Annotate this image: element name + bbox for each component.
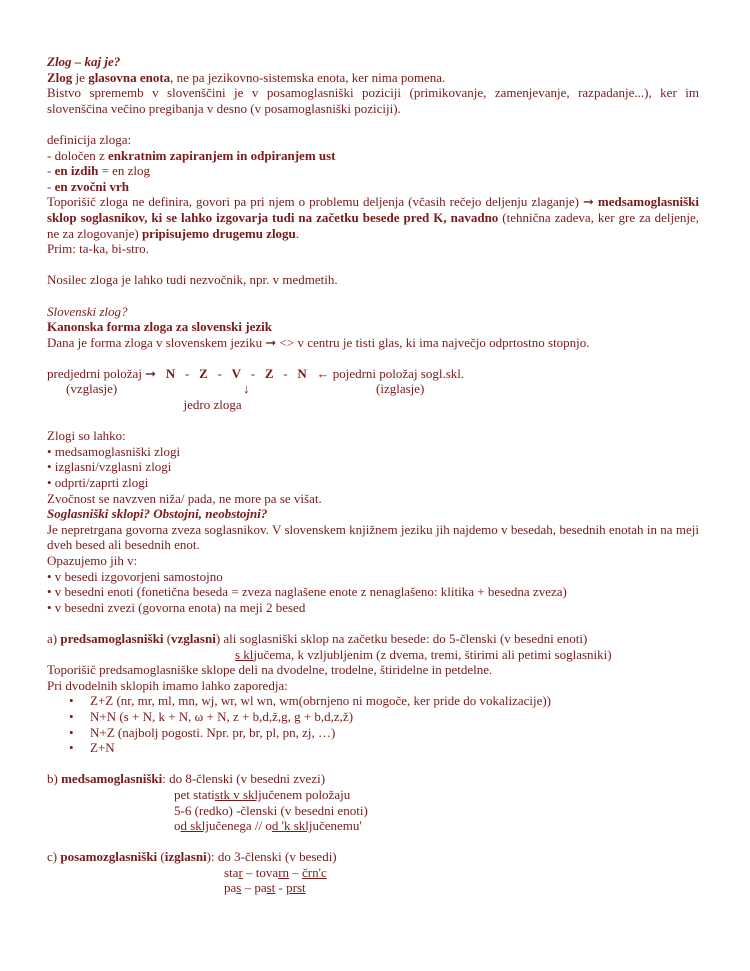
text-run: izglasni [164, 849, 207, 865]
text-run: medsamoglasniški [61, 771, 163, 787]
text-run: Zlog [47, 69, 73, 85]
text-run: – [289, 864, 303, 880]
text-run: Pri dvodelnih sklopih imamo lahko zaporedja: [47, 677, 288, 693]
syllable-diagram-labels [47, 381, 699, 397]
text-run: enkratnim zapiranjem in odpiranjem ust [108, 147, 336, 163]
text-run: pripisujemo drugemu zlogu [141, 225, 296, 241]
text-run: predjedrni položaj ➞ [47, 365, 166, 381]
onset-label: (vzglasje) [66, 381, 118, 397]
text-run: medsamoglasniški sklop soglasnikov, ki se lahko izgovarja tudi na začetku besede pred K, navadno [47, 194, 699, 225]
text-line [47, 647, 699, 663]
text-run: 5-6 (redko) -členski (v besedni enoti) [174, 802, 368, 818]
text-run: Dana je forma zloga v slovenskem jeziku ➞ <> v centru je tisti glas, ki ima največjo odprtostno stopnjo. [47, 334, 590, 350]
text-line [47, 54, 699, 70]
text-run: o [174, 818, 181, 834]
text-run: V [231, 365, 241, 381]
text-run: en zvočni vrh [54, 178, 129, 194]
text-run: Z [264, 365, 274, 381]
text-run: učenem položaju [261, 786, 351, 802]
text-line [47, 818, 699, 834]
text-run: Zlogi so lahko: [47, 428, 126, 444]
text-run: učenega // o [209, 818, 272, 834]
text-line [47, 397, 699, 413]
text-line [47, 584, 699, 600]
text-line [47, 179, 699, 195]
text-run: ): do 3-členski (v besedi) [206, 849, 337, 865]
text-run: učema, k vzljubljenim (z dvema, tremi, štirimi ali petimi soglasniki) [257, 646, 612, 662]
text-line [47, 163, 699, 179]
text-line [47, 319, 699, 335]
text-line [47, 132, 699, 148]
blank-line [47, 615, 699, 631]
text-run: posamozglasniški [60, 849, 158, 865]
text-line [47, 491, 699, 507]
text-run: Soglasniški sklopi? Obstojni, neobstojni? [47, 506, 268, 522]
text-run: Nosilec zloga je lahko tudi nezvočnik, npr. v medmetih. [47, 272, 338, 288]
text-run: • medsamoglasniški zlogi [47, 443, 181, 459]
list-item [47, 693, 699, 709]
text-run: • v besedni zvezi (govorna enota) na meji 2 besed [47, 599, 306, 615]
text-run: a) [47, 630, 61, 646]
text-run: pet stati [174, 786, 215, 802]
paragraph [47, 194, 699, 241]
blank-line [47, 834, 699, 850]
text-line [47, 459, 699, 475]
text-run: Kanonska forma zloga za slovenski jezik [47, 319, 272, 335]
text-run: – pa [241, 880, 267, 896]
text-run: - [47, 163, 55, 179]
blank-line [47, 350, 699, 366]
list-item [47, 709, 699, 725]
text-run: Bistvo sprememb v slovenščini je v posamoglasniški poziciji (primikovanje, zamenjevanje, razpadanje...), ker im slovenščina večino pregibanja v desno (v posamoglasniški poziciji). [47, 85, 699, 116]
text-run: d 'k sklj [271, 818, 313, 834]
text-line [47, 880, 699, 896]
text-run: N+Z (najbolj pogosti. Npr. pr, br, pl, pn, zj, …) [90, 724, 336, 740]
text-run: • v besedni enoti (fonetična beseda = zveza naglašene enote z nenaglašeno: klitika + besedna zveza) [47, 584, 567, 600]
blank-line [47, 413, 699, 429]
nucleus-arrow-icon: ↓ [243, 381, 250, 397]
text-run: stk v sklj [214, 786, 262, 802]
text-run: st [266, 880, 276, 896]
blank-line [47, 116, 699, 132]
text-run: jedro zloga [47, 397, 242, 413]
text-run: s [236, 880, 242, 896]
text-run: - določen z [47, 147, 109, 163]
text-run: (tehnična zadeva, ker gre za deljenje, ne za zlogovanje) [47, 209, 699, 241]
text-line [47, 335, 699, 351]
text-run: • izglasni/vzglasni zlogi [47, 459, 172, 475]
text-run: N [165, 365, 176, 381]
text-run: Toporišič predsamoglasniške sklope deli na dvodelne, trodelne, štiridelne in petdelne. [47, 662, 493, 678]
text-run: N+N (s + N, k + N, ω + N, z + b,d,ž,g, g + b,d,z,ž) [90, 708, 354, 724]
text-run: je [72, 69, 89, 85]
text-line [47, 771, 699, 787]
text-run: - [240, 365, 265, 381]
text-run: Opazujemo jih v: [47, 553, 138, 568]
text-line [47, 70, 699, 86]
text-line [47, 475, 699, 491]
text-run: - [275, 880, 287, 896]
text-run: definicija zloga: [47, 131, 132, 147]
text-line [47, 444, 699, 460]
blank-line [47, 756, 699, 772]
text-run: c) [47, 849, 61, 865]
text-run: ( [157, 849, 165, 865]
list-item [47, 725, 699, 741]
text-run: Z+N [90, 740, 115, 756]
text-run: • odprti/zaprti zlogi [47, 475, 149, 491]
text-line [47, 865, 699, 881]
text-line [47, 428, 699, 444]
text-run: vzglasni [171, 630, 216, 646]
text-run: Prim: ta-ka, bi-stro. [47, 241, 149, 257]
text-run: : do 8-členski (v besedni zvezi) [162, 771, 326, 787]
text-run: . [295, 225, 300, 241]
text-run: Slovenski zlog? [47, 303, 128, 319]
text-run: črn'c [302, 864, 327, 880]
text-line [47, 272, 699, 288]
text-line [47, 506, 699, 522]
text-run: - [47, 178, 55, 194]
coda-label: (izglasje) [376, 381, 425, 397]
text-run: Je nepretrgana govorna zveza soglasnikov. V slovenskem knjižnem jeziku jih najdemo v besedah, besednih enotah in na meji dveh besed ali besednih enot. [47, 521, 699, 553]
text-run: učenemu' [312, 818, 362, 834]
text-run: d sklj [180, 818, 210, 834]
text-run: Zlog – kaj je? [47, 54, 121, 69]
text-run: , ne pa jezikovno-sistemska enota, ker nima pomena. [170, 69, 446, 85]
text-run: Zvočnost se navzven niža/ pada, ne more pa se višat. [47, 490, 322, 506]
blank-line [47, 257, 699, 273]
text-line [47, 600, 699, 616]
text-run: rn [278, 864, 290, 880]
text-line [47, 553, 699, 569]
text-run: - [207, 365, 232, 381]
text-run: – tova [242, 864, 279, 880]
text-run: Toporišič zloga ne definira, govori pa pri njem o problemu deljenja (včasih rečejo deljenju zlaganje) ➞ [47, 194, 598, 210]
text-run: glasovna enota [88, 69, 171, 85]
text-line [47, 366, 699, 382]
text-line [47, 678, 699, 694]
paragraph [47, 85, 699, 116]
text-run: = en zlog [98, 163, 151, 179]
text-run: - [273, 365, 298, 381]
text-line [47, 803, 699, 819]
text-run: en izdih [54, 163, 99, 179]
text-run: - [175, 365, 200, 381]
text-run: prst [286, 880, 306, 896]
text-run: ) ali soglasniški sklop na začetku besede: do 5-členski (v besedni enoti) [215, 630, 588, 646]
text-run: r [238, 864, 243, 880]
text-line [47, 304, 699, 320]
text-run: Z+Z (nr, mr, ml, mn, wj, wr, wl wn, wm(obrnjeno ni mogoče, ker pride do vokalizacije)) [90, 693, 552, 709]
text-line [47, 662, 699, 678]
blank-line [47, 288, 699, 304]
paragraph [47, 522, 699, 553]
text-run: b) [47, 771, 62, 787]
text-line [47, 849, 699, 865]
text-line [47, 569, 699, 585]
text-line [47, 148, 699, 164]
text-run: predsamoglasniški [60, 630, 164, 646]
text-run: Z [199, 365, 208, 381]
list-item [47, 740, 699, 756]
text-line [47, 631, 699, 647]
text-run: N [297, 365, 307, 381]
text-run: sta [224, 864, 239, 880]
text-run: ← pojedrni položaj sogl.skl. [306, 365, 465, 381]
text-line [47, 241, 699, 257]
text-run: pa [224, 880, 237, 896]
text-run: • v besedi izgovorjeni samostojno [47, 568, 223, 584]
text-run: s klj [235, 646, 258, 662]
document-page [47, 54, 699, 896]
text-line [47, 787, 699, 803]
text-run: ( [163, 630, 172, 646]
